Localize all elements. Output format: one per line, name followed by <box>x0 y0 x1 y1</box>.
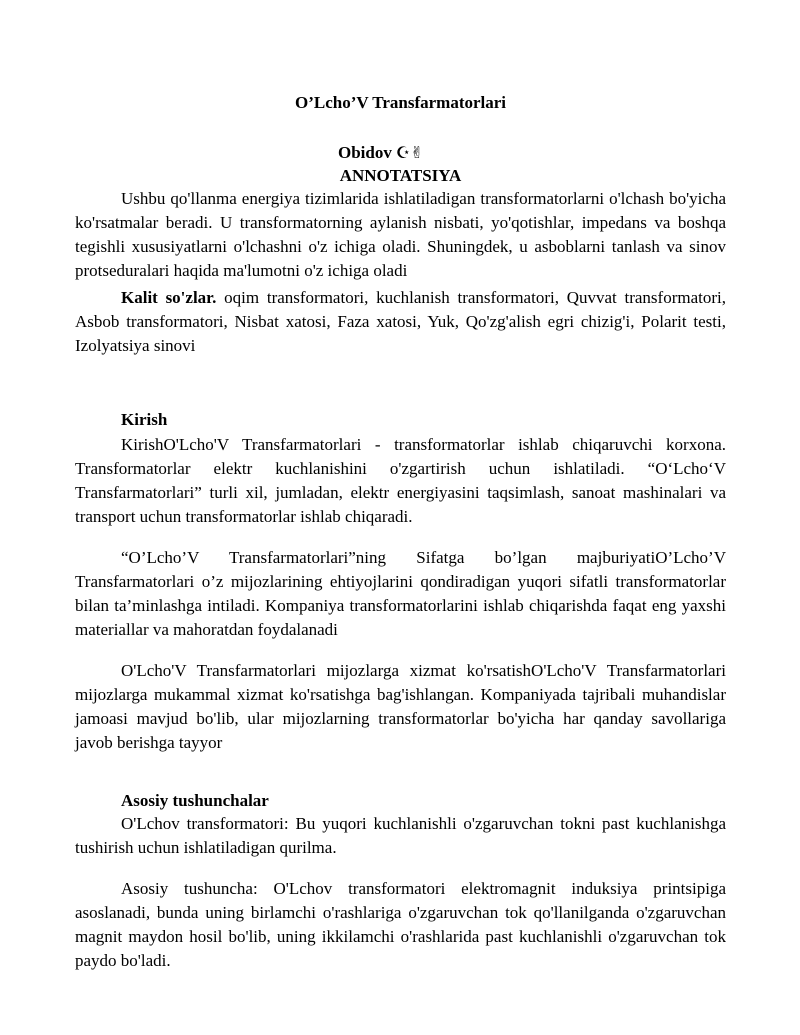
author-symbol-glyphs: ☪✌ <box>395 143 424 162</box>
concepts-paragraph-1: O'Lchov transformatori: Bu yuqori kuchlanishli o'zgaruvchan tokni past kuchlanishga tushirish uchun ishlatiladigan qurilma. <box>75 814 726 857</box>
keywords-paragraph <box>75 286 726 358</box>
annotation-paragraph: Ushbu qo'llanma energiya tizimlarida ishlatiladigan transformatorlarni o'lchash bo'yicha ko'rsatmalar beradi. U transformatorning aylanish nisbati, yo'qotishlar, impedans va boshqa tegishli xususiyatlarni o'lchashni o'z ichiga oladi. Shuningdek, u asboblarni tanlash va sinov protseduralari haqida ma'lumotni o'z ichiga oladi <box>75 189 726 280</box>
author-name: Obidov <box>338 143 392 162</box>
intro-heading: Kirish <box>121 410 168 429</box>
intro-paragraph-2: “O’Lcho’V Transfarmatorlari”ning Sifatga bo’lgan majburiyatiO’Lcho’V Transfarmatorlari o’z mijozlarining ehtiyojlarini qondiradigan yuqori sifatli transformatorlar bilan ta’minlashga intiladi. Kompaniya transformatorlarini ishlab chiqarishda faqat eng yaxshi materiallar va mahoratdan foydalanadi <box>75 548 726 639</box>
concepts-paragraph-2: Asosiy tushuncha: O'Lchov transformatori elektromagnit induksiya printsipiga asoslanadi, bunda uning birlamchi o'rashlariga o'zgaruvchan tok qo'llanilganda o'zgaruvchan magnit maydon hosil bo'lib, uning ikkilamchi o'rashlarida past kuchlanishli o'zgaruvchan tok paydo bo'ladi. <box>75 879 726 970</box>
keywords-label: Kalit so'zlar. <box>121 288 217 307</box>
annotation-heading: ANNOTATSIYA <box>339 166 462 185</box>
intro-paragraph-3: O'Lcho'V Transfarmatorlari mijozlarga xizmat ko'rsatishO'Lcho'V Transfarmatorlari mijozlarga mukammal xizmat ko'rsatishga bag'ishlangan. Kompaniyada tajribali muhandislar jamoasi mavjud bo'lib, ular mijozlarning transformatorlar bo'yicha har qanday savollariga javob berishga tayyor <box>75 661 726 752</box>
keywords-text: oqim transformatori, kuchlanish transformatori, Quvvat transformatori, Asbob transformatori, Nisbat xatosi, Faza xatosi, Yuk, Qo'zg'alish egri chizig'i, Polarit testi, Izolyatsiya sinovi <box>75 288 726 355</box>
concepts-heading: Asosiy tushunchalar <box>121 791 269 810</box>
intro-paragraph-1: KirishO'Lcho'V Transfarmatorlari - transformatorlar ishlab chiqaruvchi korxona. Transformatorlar elektr kuchlanishini o'zgartirish uchun ishlatiladi. “O‘Lcho‘V Transfarmatorlari” turli xil, jumladan, elektr energiyasini taqsimlash, sanoat mashinalari va transport uchun transformatorlar ishlab chiqaradi. <box>75 435 726 526</box>
author-line <box>338 143 424 163</box>
document-title: O’Lcho’V Transfarmatorlari <box>294 93 507 112</box>
